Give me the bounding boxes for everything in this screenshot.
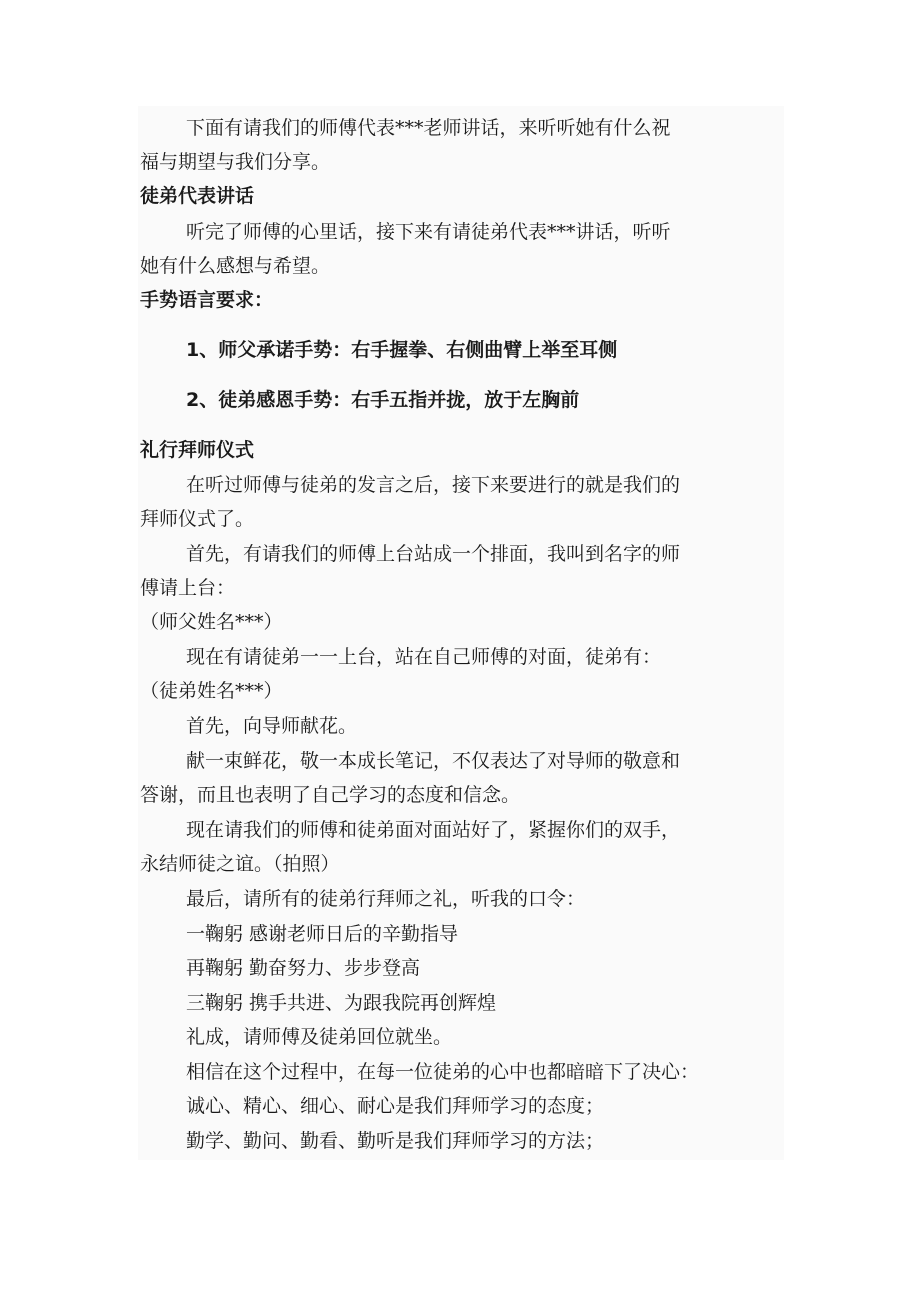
heading-apprentice-speech: 徒弟代表讲话 — [140, 185, 255, 207]
paragraph-masters-line2: 傅请上台： — [140, 577, 236, 599]
paragraph-method: 勤学、勤问、勤看、勤听是我们拜师学习的方法； — [186, 1130, 605, 1152]
paragraph-resolve: 相信在这个过程中，在每一位徒弟的心中也都暗暗下了决心： — [186, 1061, 700, 1083]
apprentice-names: （徒弟姓名***） — [140, 680, 283, 702]
paragraph-apprentice-speech-line1: 听完了师傅的心里话，接下来有请徒弟代表***讲话，听听 — [186, 221, 671, 243]
paragraph-master-speech-line1: 下面有请我们的师傅代表***老师讲话，来听听她有什么祝 — [186, 117, 671, 139]
master-names: （师父姓名***） — [140, 611, 283, 633]
paragraph-master-speech-line2: 福与期望与我们分享。 — [140, 151, 331, 173]
paragraph-gift-line1: 献一束鲜花，敬一本成长笔记，不仅表达了对导师的敬意和 — [186, 750, 681, 772]
heading-ceremony: 礼行拜师仪式 — [140, 439, 255, 461]
paragraph-attitude: 诚心、精心、细心、耐心是我们拜师学习的态度； — [186, 1095, 605, 1117]
paragraph-flowers: 首先，向导师献花。 — [186, 715, 358, 737]
paragraph-bow-intro: 最后，请所有的徒弟行拜师之礼，听我的口令： — [186, 888, 586, 910]
paragraph-gift-line2: 答谢，而且也表明了自己学习的态度和信念。 — [140, 784, 521, 806]
paragraph-apprentice-speech-line2: 她有什么感想与希望。 — [140, 255, 331, 277]
bow-item-3: 三鞠躬 携手共进、为跟我院再创辉煌 — [186, 992, 497, 1014]
paragraph-apprentices: 现在有请徒弟一一上台，站在自己师傅的对面，徒弟有： — [186, 646, 662, 668]
paragraph-ceremony-line1: 在听过师傅与徒弟的发言之后，接下来要进行的就是我们的 — [186, 474, 681, 496]
paragraph-handshake-line2: 永结师徒之谊。（拍照） — [140, 853, 340, 875]
bow-item-2: 再鞠躬 勤奋努力、步步登高 — [186, 957, 421, 979]
paragraph-return: 礼成，请师傅及徒弟回位就坐。 — [186, 1026, 453, 1048]
bow-item-1: 一鞠躬 感谢老师日后的辛勤指导 — [186, 923, 459, 945]
gesture-item-apprentice: 2、徒弟感恩手势：右手五指并拢，放于左胸前 — [186, 389, 580, 411]
paragraph-masters-line1: 首先，有请我们的师傅上台站成一个排面，我叫到名字的师 — [186, 543, 681, 565]
heading-gesture-requirements: 手势语言要求： — [140, 289, 274, 311]
paragraph-handshake-line1: 现在请我们的师傅和徒弟面对面站好了，紧握你们的双手， — [186, 819, 681, 841]
paragraph-ceremony-line2: 拜师仪式了。 — [140, 508, 255, 530]
gesture-item-master: 1、师父承诺手势：右手握拳、右侧曲臂上举至耳侧 — [186, 339, 618, 361]
